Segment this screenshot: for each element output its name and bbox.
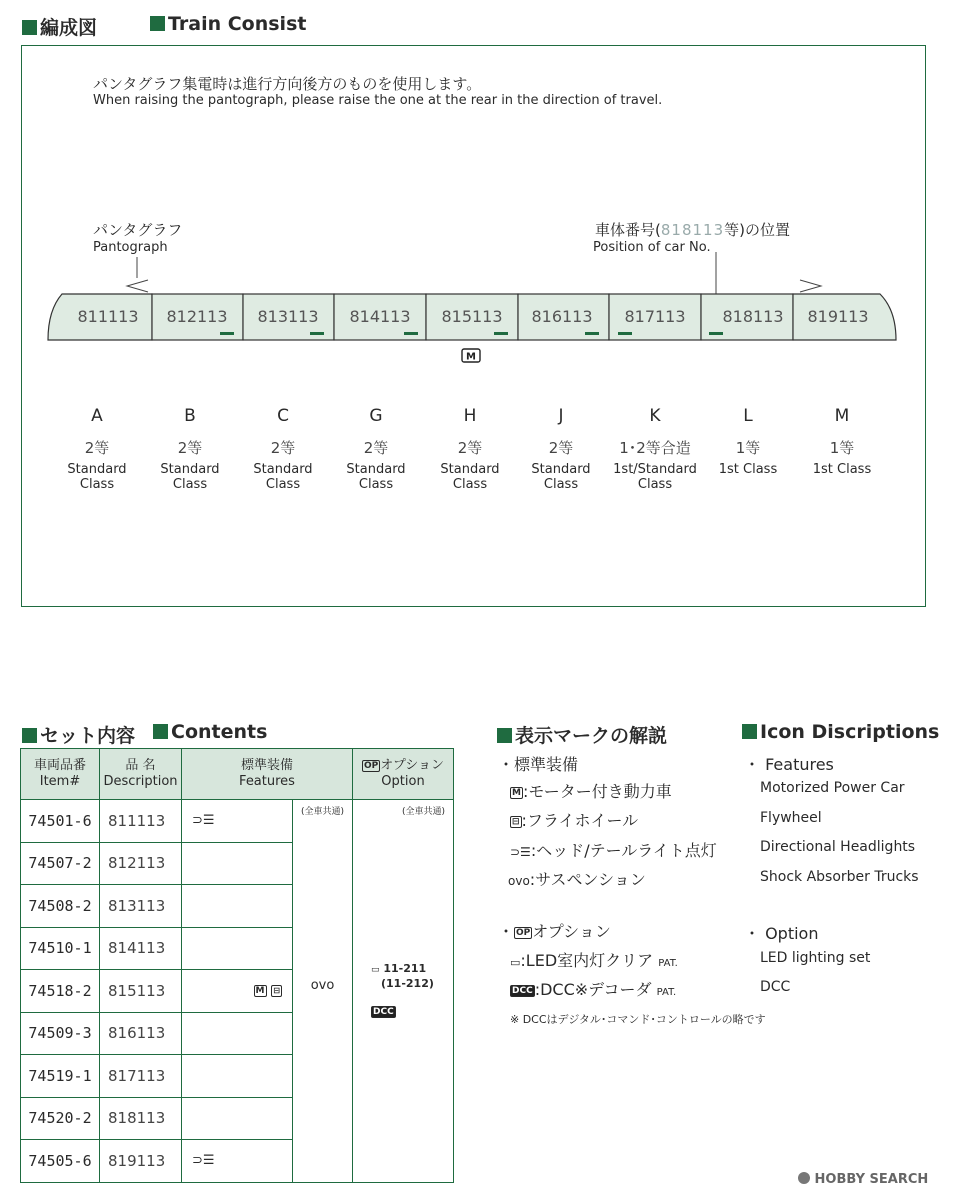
car-class: Standard Class bbox=[440, 462, 500, 492]
contents-table bbox=[20, 748, 454, 1183]
car-letter: M bbox=[834, 406, 850, 426]
motor-icon: M bbox=[255, 986, 265, 997]
car-number-mark bbox=[709, 332, 723, 335]
item-number: 74518-2 bbox=[21, 970, 100, 1013]
item-description: 812113 bbox=[100, 842, 182, 885]
legend-features-en: ・ Features bbox=[744, 755, 834, 774]
legend-led-en: LED lighting set bbox=[760, 950, 871, 966]
car-number-position-label-ja: 車体番号(818113等)の位置 bbox=[595, 221, 790, 239]
legend-flywheel-en: Flywheel bbox=[760, 810, 822, 826]
watermark: HOBBY SEARCH bbox=[798, 1172, 928, 1187]
option-common-cell: (全車共通) ▭ 11-211 (11-212) DCC bbox=[353, 800, 454, 1183]
car-number: 813113 bbox=[257, 307, 319, 326]
car-grade: 2等 bbox=[548, 439, 574, 457]
car-letter: L bbox=[743, 406, 753, 426]
col-item: 車両品番 Item# bbox=[21, 749, 100, 800]
car-letter: J bbox=[558, 406, 564, 426]
motor-icon: M bbox=[512, 787, 521, 798]
car-number-mark bbox=[494, 332, 508, 335]
led-icon: ▭ bbox=[510, 956, 521, 969]
headlight-icon: ⊃☰ bbox=[182, 1140, 293, 1183]
car-number-position-label-en: Position of car No. bbox=[593, 240, 711, 255]
car-number-mark bbox=[404, 332, 418, 335]
legend-headlight-en: Directional Headlights bbox=[760, 839, 916, 855]
legend-dcc: DCC :DCC※デコーダ PAT. bbox=[512, 980, 677, 999]
car-number-mark bbox=[220, 332, 234, 335]
contents-title: セット内容 bbox=[22, 721, 135, 748]
led-icon: ▭ bbox=[371, 965, 380, 975]
pantograph-label-ja: パンタグラフ bbox=[93, 221, 183, 239]
consist-title: 編成図 bbox=[22, 13, 97, 40]
legend-motor-en: Motorized Power Car bbox=[760, 780, 905, 796]
item-number: 74505-6 bbox=[21, 1140, 100, 1183]
legend-features-ja: ・標準装備 bbox=[498, 755, 579, 774]
car-grade: 2等 bbox=[270, 439, 296, 457]
col-option: OP オプション Option bbox=[353, 749, 454, 800]
item-description: 818113 bbox=[100, 1097, 182, 1140]
svg-text:M: M bbox=[466, 351, 476, 363]
item-number: 74508-2 bbox=[21, 885, 100, 928]
flywheel-icon: ⊟ bbox=[512, 816, 520, 827]
item-number: 74519-1 bbox=[21, 1055, 100, 1098]
legend-suspension-en: Shock Absorber Trucks bbox=[760, 869, 919, 885]
car-letter: B bbox=[184, 406, 196, 426]
item-number: 74509-3 bbox=[21, 1012, 100, 1055]
item-description: 814113 bbox=[100, 927, 182, 970]
suspension-icon: oⅴo bbox=[310, 978, 335, 993]
pantograph-front-icon bbox=[127, 280, 148, 292]
option-icon: OP bbox=[363, 760, 379, 771]
dcc-footnote: ※ DCCはデジタル･コマンド･コントロールの略です bbox=[510, 1013, 766, 1026]
item-description: 817113 bbox=[100, 1055, 182, 1098]
item-description: 813113 bbox=[100, 885, 182, 928]
col-description: 品 名 Description bbox=[100, 749, 182, 800]
legend-motor: M :モーター付き動力車 bbox=[512, 782, 672, 801]
car-grade: 1･2等合造 bbox=[619, 439, 691, 457]
car-letter: G bbox=[369, 406, 383, 426]
legend-title-en: Icon Discriptions bbox=[742, 721, 939, 743]
pantograph-label-en: Pantograph bbox=[93, 240, 168, 255]
car-number: 818113 bbox=[722, 307, 784, 326]
consist-title-en: Train Consist bbox=[150, 13, 306, 35]
item-description: 819113 bbox=[100, 1140, 182, 1183]
headlight-icon: ⊃☰ bbox=[510, 845, 531, 859]
car-letter: K bbox=[649, 406, 661, 426]
item-description: 815113 bbox=[100, 970, 182, 1013]
car-grade: 2等 bbox=[84, 439, 110, 457]
car-letter: H bbox=[463, 406, 477, 426]
car-grade: 1等 bbox=[735, 439, 761, 457]
legend-title: 表示マークの解説 bbox=[497, 721, 667, 748]
features-common-cell: (全車共通) oⅴo bbox=[293, 800, 353, 1183]
car-number: 814113 bbox=[349, 307, 411, 326]
legend-option-ja: ・ OP オプション bbox=[498, 922, 611, 941]
item-number: 74520-2 bbox=[21, 1097, 100, 1140]
legend-suspension: oⅴo:サスペンション bbox=[508, 870, 646, 889]
car-number: 816113 bbox=[531, 307, 593, 326]
car-number-mark bbox=[585, 332, 599, 335]
option-icon: OP bbox=[516, 927, 531, 938]
item-number: 74501-6 bbox=[21, 800, 100, 843]
item-description: 811113 bbox=[100, 800, 182, 843]
car-grade: 2等 bbox=[457, 439, 483, 457]
car-number-mark bbox=[618, 332, 632, 335]
dcc-icon: DCC bbox=[512, 985, 533, 996]
pantograph-note-ja: パンタグラフ集電時は進行方向後方のものを使用します。 bbox=[93, 75, 482, 93]
car-grade: 1等 bbox=[829, 439, 855, 457]
car-class: Standard Class bbox=[67, 462, 127, 492]
car-number: 811113 bbox=[77, 307, 139, 326]
legend-headlight: ⊃☰:ヘッド/テールライト点灯 bbox=[510, 841, 717, 860]
headlight-icon: ⊃☰ bbox=[182, 800, 293, 843]
car-letter: A bbox=[91, 406, 103, 426]
car-class: Standard Class bbox=[531, 462, 591, 492]
car-class: 1st/Standard Class bbox=[613, 462, 697, 492]
car-grade: 2等 bbox=[177, 439, 203, 457]
item-description: 816113 bbox=[100, 1012, 182, 1055]
car-class: 1st Class bbox=[812, 462, 872, 477]
pantograph-note-en: When raising the pantograph, please raise the one at the rear in the direction of travel. bbox=[93, 93, 663, 108]
item-number: 74510-1 bbox=[21, 927, 100, 970]
car-number: 815113 bbox=[441, 307, 503, 326]
flywheel-icon: ⊟ bbox=[273, 986, 280, 996]
car-number: 817113 bbox=[624, 307, 686, 326]
col-features: 標準装備 Features bbox=[182, 749, 353, 800]
dcc-icon: DCC bbox=[373, 1006, 394, 1017]
table-row bbox=[21, 800, 454, 843]
car-number: 812113 bbox=[166, 307, 228, 326]
car-class: 1st Class bbox=[718, 462, 778, 477]
suspension-icon: oⅴo bbox=[508, 874, 530, 888]
legend-option-en: ・ Option bbox=[744, 924, 819, 943]
car-class: Standard Class bbox=[346, 462, 406, 492]
legend-dcc-en: DCC bbox=[760, 979, 791, 995]
car-number: 819113 bbox=[807, 307, 869, 326]
legend-led: ▭:LED室内灯クリア PAT. bbox=[510, 951, 678, 970]
led-option: ▭ 11-211 (11-212) bbox=[371, 962, 434, 990]
item-number: 74507-2 bbox=[21, 842, 100, 885]
table-header-row bbox=[21, 749, 454, 800]
pantograph-rear-icon bbox=[800, 280, 821, 292]
car-grade: 2等 bbox=[363, 439, 389, 457]
contents-title-en: Contents bbox=[153, 721, 267, 743]
car-class: Standard Class bbox=[253, 462, 313, 492]
train-diagram bbox=[0, 0, 953, 400]
car-letter: C bbox=[277, 406, 289, 426]
legend-flywheel: ⊟ :フライホイール bbox=[512, 811, 639, 830]
car-number-mark bbox=[310, 332, 324, 335]
car-class: Standard Class bbox=[160, 462, 220, 492]
